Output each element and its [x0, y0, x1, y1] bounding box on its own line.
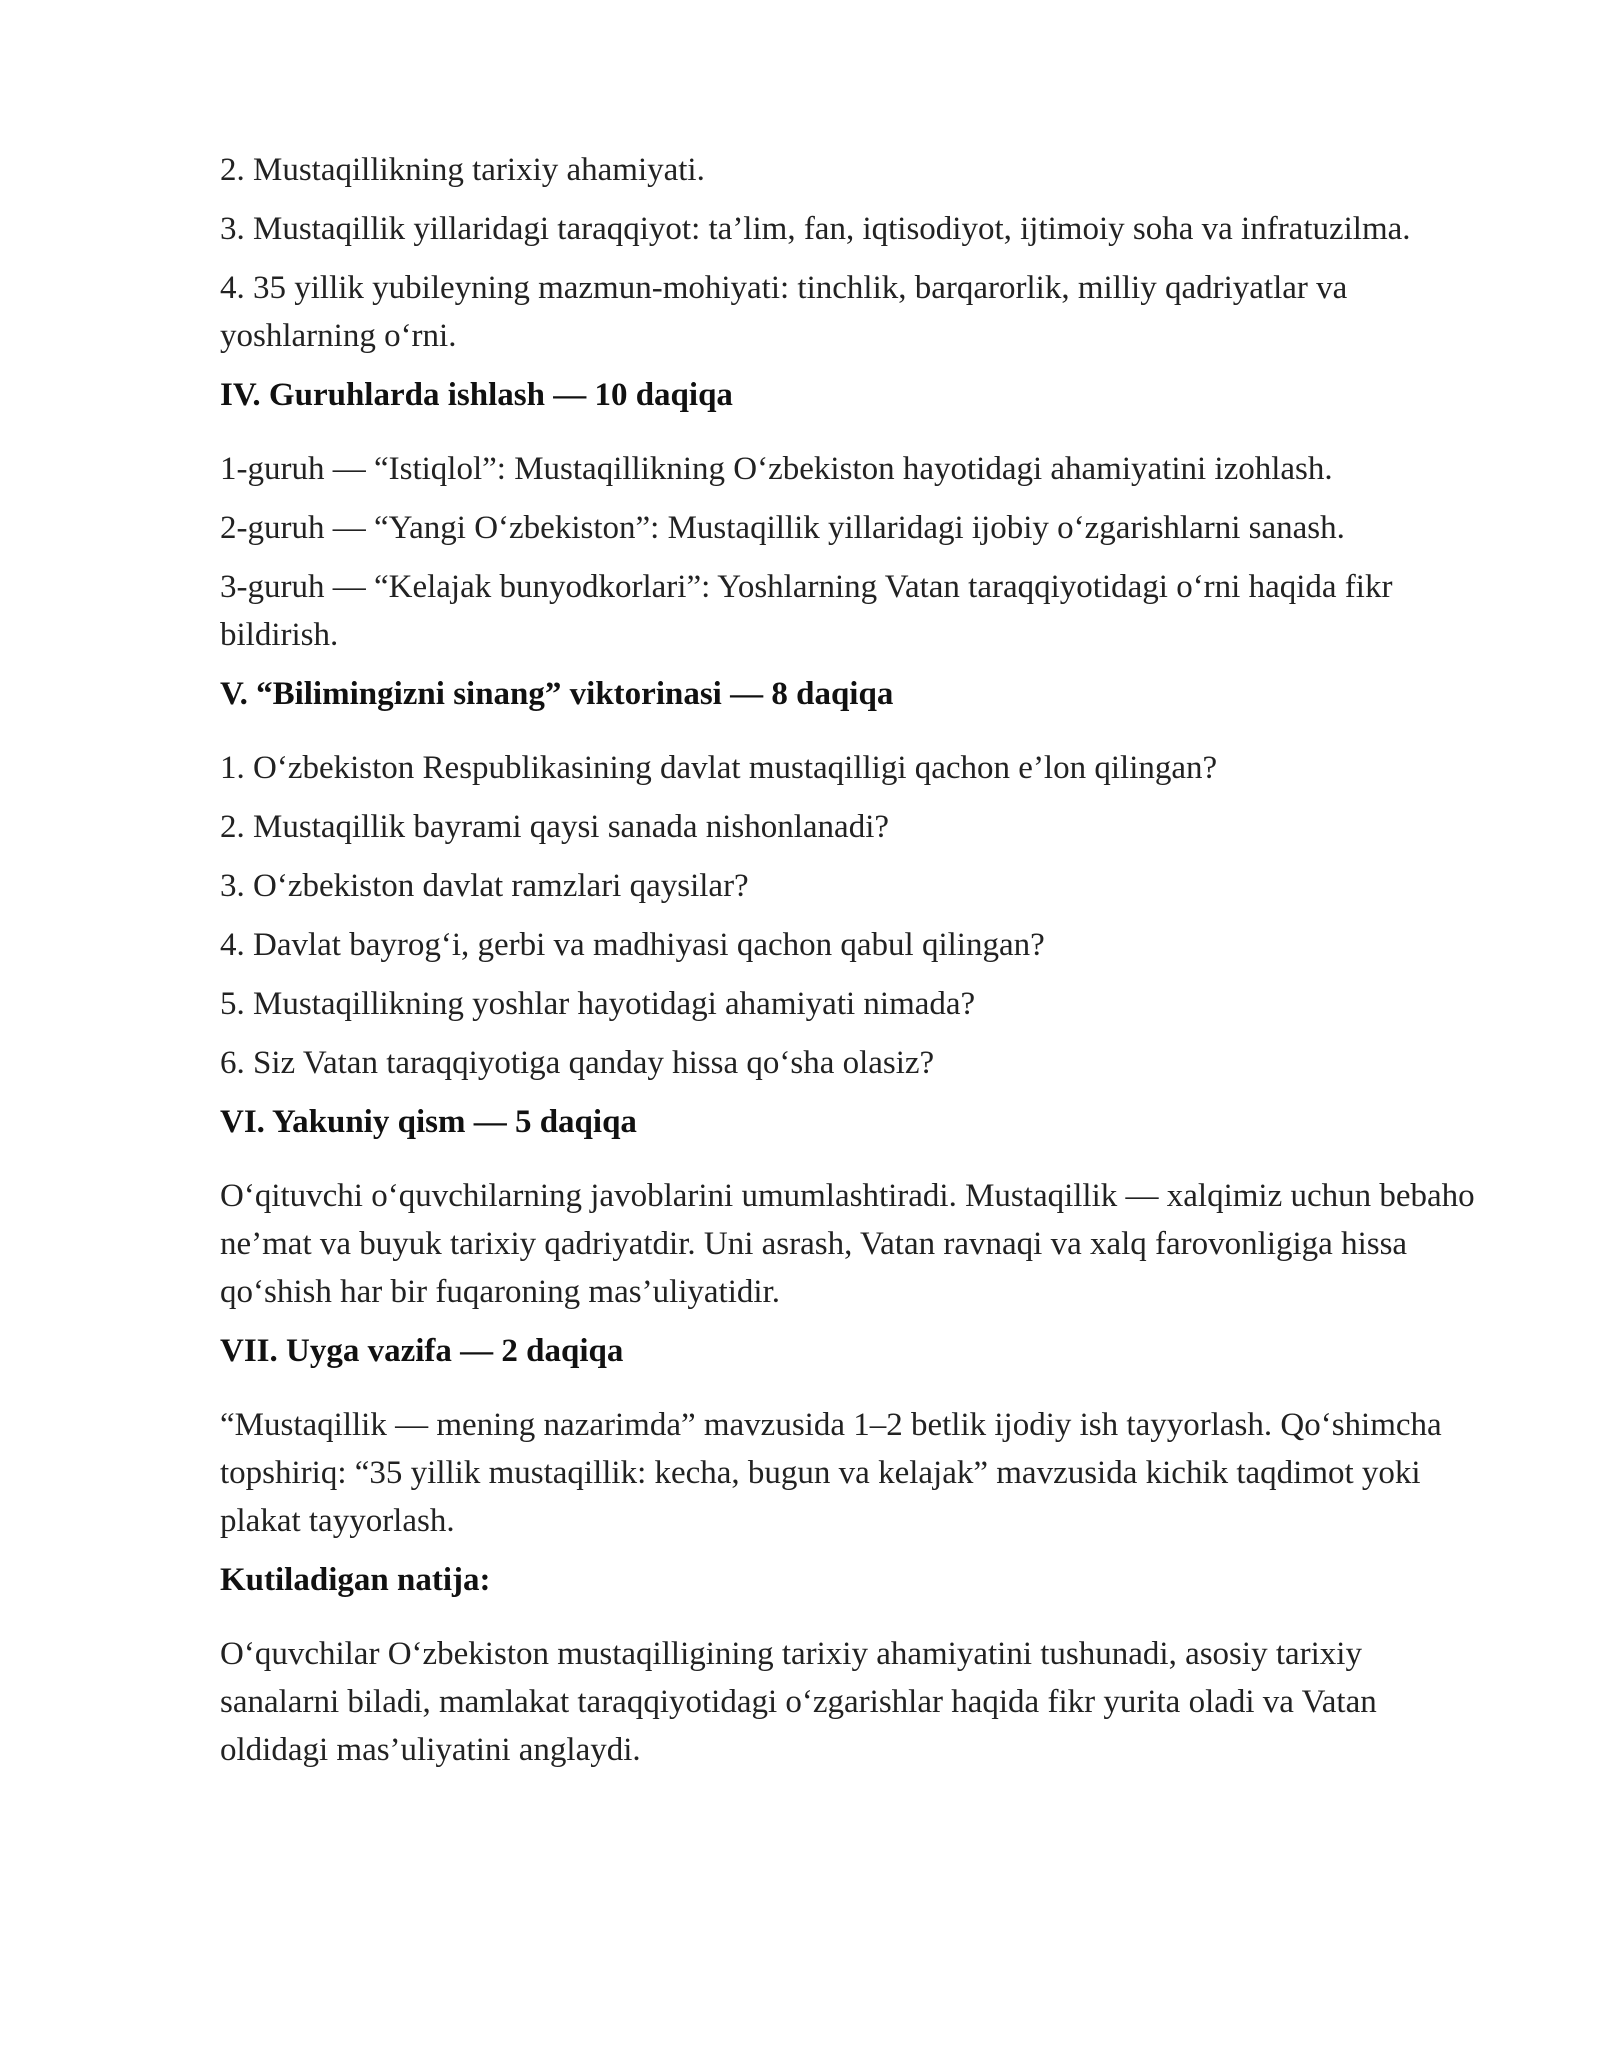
- section-quiz: [220, 670, 1480, 1087]
- paragraph: “Mustaqillik — mening nazarimda” mavzusida 1–2 betlik ijodiy ish tayyorlash. Qo‘shimcha topshiriq: “35 yillik mustaqillik: kecha, bugun va kelajak” mavzusida kichik taqdimot yoki plakat tayyorlash.: [220, 1407, 1442, 1539]
- section-heading: V. “Bilimingizni sinang” viktorinasi — 8 daqiqa: [220, 676, 894, 712]
- section-heading: IV. Guruhlarda ishlash — 10 daqiqa: [220, 377, 733, 413]
- section-expected-result: [220, 1556, 1480, 1774]
- quiz-question: 3. O‘zbekiston davlat ramzlari qaysilar?: [220, 868, 749, 904]
- section-heading: VI. Yakuniy qism — 5 daqiqa: [220, 1104, 637, 1140]
- quiz-question: 5. Mustaqillikning yoshlar hayotidagi ahamiyati nimada?: [220, 986, 976, 1022]
- list-item: 3-guruh — “Kelajak bunyodkorlari”: Yoshlarning Vatan taraqqiyotidagi o‘rni haqida fikr bildirish.: [220, 569, 1393, 653]
- section-homework: [220, 1327, 1480, 1545]
- section-heading: Kutiladigan natija:: [220, 1562, 491, 1598]
- quiz-question: 2. Mustaqillik bayrami qaysi sanada nishonlanadi?: [220, 809, 890, 845]
- paragraph: O‘qituvchi o‘quvchilarning javoblarini umumlashtiradi. Mustaqillik — xalqimiz uchun bebaho ne’mat va buyuk tarixiy qadriyatdir. Uni asrash, Vatan ravnaqi va xalq farovonligiga hissa qo‘shish har bir fuqaroning mas’uliyatidir.: [220, 1178, 1475, 1310]
- section-group-work: [220, 371, 1480, 659]
- list-item: 3. Mustaqillik yillaridagi taraqqiyot: ta’lim, fan, iqtisodiyot, ijtimoiy soha va infratuzilma.: [220, 211, 1411, 247]
- list-item: 1-guruh — “Istiqlol”: Mustaqillikning O‘zbekiston hayotidagi ahamiyatini izohlash.: [220, 451, 1333, 487]
- quiz-question: 6. Siz Vatan taraqqiyotiga qanday hissa qo‘sha olasiz?: [220, 1045, 935, 1081]
- section-heading: VII. Uyga vazifa — 2 daqiqa: [220, 1333, 624, 1369]
- list-item: 4. 35 yillik yubileyning mazmun-mohiyati: tinchlik, barqarorlik, milliy qadriyatlar va yoshlarning o‘rni.: [220, 270, 1348, 354]
- paragraph: O‘quvchilar O‘zbekiston mustaqilligining tarixiy ahamiyatini tushunadi, asosiy tarixiy sanalarni biladi, mamlakat taraqqiyotidagi o‘zgarishlar haqida fikr yurita oladi va Vatan oldidagi mas’uliyatini anglaydi.: [220, 1636, 1377, 1768]
- intro-list: [220, 146, 1480, 360]
- quiz-question: 4. Davlat bayrog‘i, gerbi va madhiyasi qachon qabul qilingan?: [220, 927, 1045, 963]
- list-item: 2. Mustaqillikning tarixiy ahamiyati.: [220, 152, 705, 188]
- quiz-question: 1. O‘zbekiston Respublikasining davlat mustaqilligi qachon e’lon qilingan?: [220, 750, 1218, 786]
- document-body: [220, 146, 1480, 1785]
- section-conclusion: [220, 1098, 1480, 1316]
- list-item: 2-guruh — “Yangi O‘zbekiston”: Mustaqillik yillaridagi ijobiy o‘zgarishlarni sanash.: [220, 510, 1345, 546]
